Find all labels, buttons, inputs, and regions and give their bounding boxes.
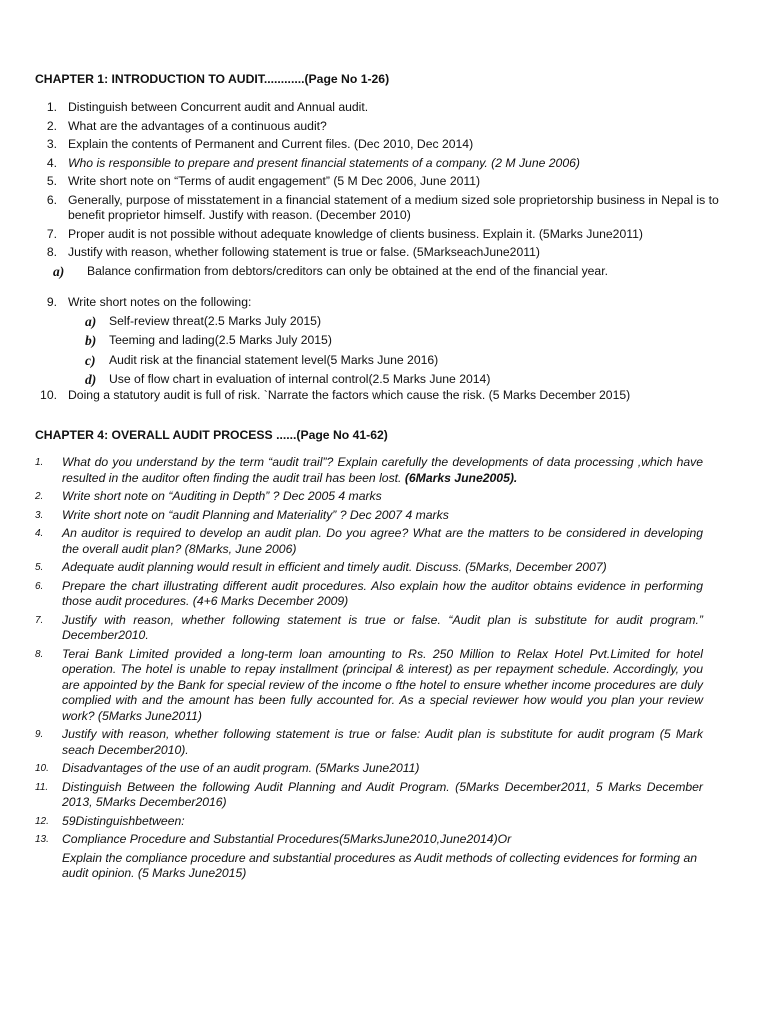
- item-number: 4.: [46, 155, 57, 170]
- item-number: 1.: [35, 457, 44, 468]
- item-number: 6.: [35, 580, 44, 592]
- item-text: An auditor is required to develop an audit plan. Do you agree? What are the matters to be considered in developing the overall audit plan? (8Marks, June 2006): [62, 526, 703, 556]
- sub-item: [35, 314, 750, 330]
- sub-item: [35, 372, 750, 388]
- chapter-4-questions: [35, 455, 703, 885]
- item-number: 11.: [35, 781, 49, 793]
- list-item: [35, 832, 703, 848]
- item-text: Adequate audit planning would result in efficient and timely audit. Discuss. (5Marks, December 2007): [62, 560, 607, 574]
- item-number: 4.: [35, 528, 44, 539]
- list-item: [35, 388, 750, 404]
- item-number: 5.: [35, 562, 44, 573]
- item-text: Justify with reason, whether following statement is true or false. (5MarkseachJune2011): [68, 245, 540, 259]
- item-text: Compliance Procedure and Substantial Procedures(5MarksJune2010,June2014)Or: [62, 832, 512, 846]
- item-text: Justify with reason, whether following statement is true or false: Audit plan is substitute for audit program (5 Mark seach December2010).: [62, 727, 703, 757]
- item-number: 10.: [35, 763, 49, 774]
- sub-item-text: Use of flow chart in evaluation of internal control(2.5 Marks June 2014): [109, 372, 491, 386]
- item-text: Generally, purpose of misstatement in a financial statement of a medium sized sole proprietorship business in Nepal is to benefit proprietor himself. Justify with reason. (December 2010): [68, 192, 719, 222]
- list-item: [35, 647, 703, 725]
- item-number: 10.: [40, 387, 57, 402]
- item-number: 9.: [46, 295, 57, 309]
- item-number: 6.: [46, 192, 57, 207]
- list-item: [35, 508, 703, 524]
- item-text: Write short note on “Terms of audit engagement” (5 M Dec 2006, June 2011): [68, 174, 481, 188]
- list-item: [35, 245, 750, 261]
- item-number: 13.: [35, 834, 49, 845]
- sub-item-letter: a): [85, 313, 97, 329]
- item-text: Proper audit is not possible without adequate knowledge of clients business. Explain it. (5Marks June2011): [68, 226, 643, 241]
- list-item: [35, 295, 750, 311]
- item-text: Who is responsible to prepare and present financial statements of a company. (2 M June 2006): [68, 155, 580, 170]
- item-number: 2.: [46, 118, 57, 133]
- list-item: [35, 613, 703, 644]
- sub-item-letter: d): [85, 372, 97, 387]
- list-item: [35, 174, 750, 190]
- list-item: [35, 560, 703, 576]
- item-continuation: Explain the compliance procedure and substantial procedures as Audit methods of collecting evidences for forming an audit opinion. (5 Marks June2015): [62, 850, 698, 880]
- item-number: 9.: [35, 729, 44, 740]
- list-item: [35, 193, 750, 224]
- item-number: 8.: [46, 245, 57, 259]
- list-item: [35, 137, 750, 153]
- sub-item: [35, 353, 750, 369]
- sub-item-text: Audit risk at the financial statement level(5 Marks June 2016): [109, 352, 439, 367]
- sub-item-letter: c): [85, 352, 96, 368]
- sub-item-text: Teeming and lading(2.5 Marks July 2015): [109, 333, 332, 347]
- list-item: [35, 761, 703, 777]
- list-item: [35, 579, 703, 610]
- list-item: [35, 455, 703, 486]
- item-text: Prepare the chart illustrating different audit procedures. Also explain how the auditor obtains evidence in performing those audit procedures. (4+6 Marks December 2009): [62, 578, 703, 608]
- item-number: 7.: [35, 614, 44, 626]
- chapter-1-questions: [35, 100, 750, 406]
- item-number: 3.: [35, 509, 44, 521]
- item-text: Doing a statutory audit is full of risk. `Narrate the factors which cause the risk. (5 Marks December 2015): [68, 387, 631, 402]
- sub-item-text: Balance confirmation from debtors/creditors can only be obtained at the end of the financial year.: [87, 263, 608, 278]
- chapter-1-heading: CHAPTER 1: INTRODUCTION TO AUDIT............(Page No 1-26): [35, 72, 390, 86]
- item-text: What do you understand by the term “audit trail”? Explain carefully the developments of data processing ,which have resulted in the auditor often finding the audit trail has been lost.: [62, 455, 703, 485]
- item-number: 3.: [46, 137, 57, 151]
- list-item: [35, 780, 703, 811]
- list-item: [35, 100, 750, 116]
- sub-item: [35, 264, 750, 280]
- item-text: Distinguish between Concurrent audit and Annual audit.: [68, 100, 369, 114]
- item-text: What are the advantages of a continuous audit?: [68, 118, 327, 133]
- list-item: [35, 489, 703, 505]
- sub-item-letter: a): [53, 263, 65, 279]
- sub-item-text: Self-review threat(2.5 Marks July 2015): [109, 313, 322, 328]
- item-text: Write short note on “audit Planning and Materiality” ? Dec 2007 4 marks: [62, 507, 449, 522]
- item-text: Write short note on “Auditing in Depth” ? Dec 2005 4 marks: [62, 489, 382, 503]
- item-text: Justify with reason, whether following statement is true or false. “Audit plan is substitute for audit program.” December2010.: [62, 612, 703, 642]
- item-number: 7.: [46, 226, 57, 241]
- list-item: [35, 156, 750, 172]
- item-text: Write short notes on the following:: [68, 295, 252, 309]
- list-item: [35, 727, 703, 758]
- list-item: [35, 526, 703, 557]
- item-text: Terai Bank Limited provided a long-term loan amounting to Rs. 250 Million to Relax Hotel Pvt.Limited for hotel operation. The hotel is unable to repay installment (principal & interest) as per repayment schedule. Accordingly, you are appointed by the Bank for special review of the income o fthe hotel to ensure whether income procedures are duly complied with and the amount has been fully accounted for. As a special reviewer how would you plan your review work? (5Marks June2011): [62, 646, 703, 723]
- list-item: [35, 119, 750, 135]
- item-number: 2.: [35, 491, 44, 502]
- sub-item-letter: b): [85, 333, 97, 348]
- item-text: Distinguish Between the following Audit Planning and Audit Program. (5Marks December2011, 5 Marks December 2013, 5Marks December2016): [62, 779, 703, 809]
- item-text: 59Distinguishbetween:: [62, 813, 185, 828]
- list-item: [35, 227, 750, 243]
- chapter-4-heading: CHAPTER 4: OVERALL AUDIT PROCESS ......(Page No 41-62): [35, 428, 388, 442]
- item-number: 1.: [46, 100, 57, 114]
- item-number: 5.: [46, 174, 57, 188]
- item-marks: (6Marks June2005).: [404, 470, 518, 485]
- sub-item: [35, 333, 750, 349]
- item-text: Explain the contents of Permanent and Current files. (Dec 2010, Dec 2014): [68, 137, 474, 151]
- item-number: 8.: [35, 648, 44, 660]
- item-text: Disadvantages of the use of an audit program. (5Marks June2011): [62, 761, 420, 775]
- list-item: [35, 814, 703, 830]
- item-number: 12.: [35, 815, 49, 827]
